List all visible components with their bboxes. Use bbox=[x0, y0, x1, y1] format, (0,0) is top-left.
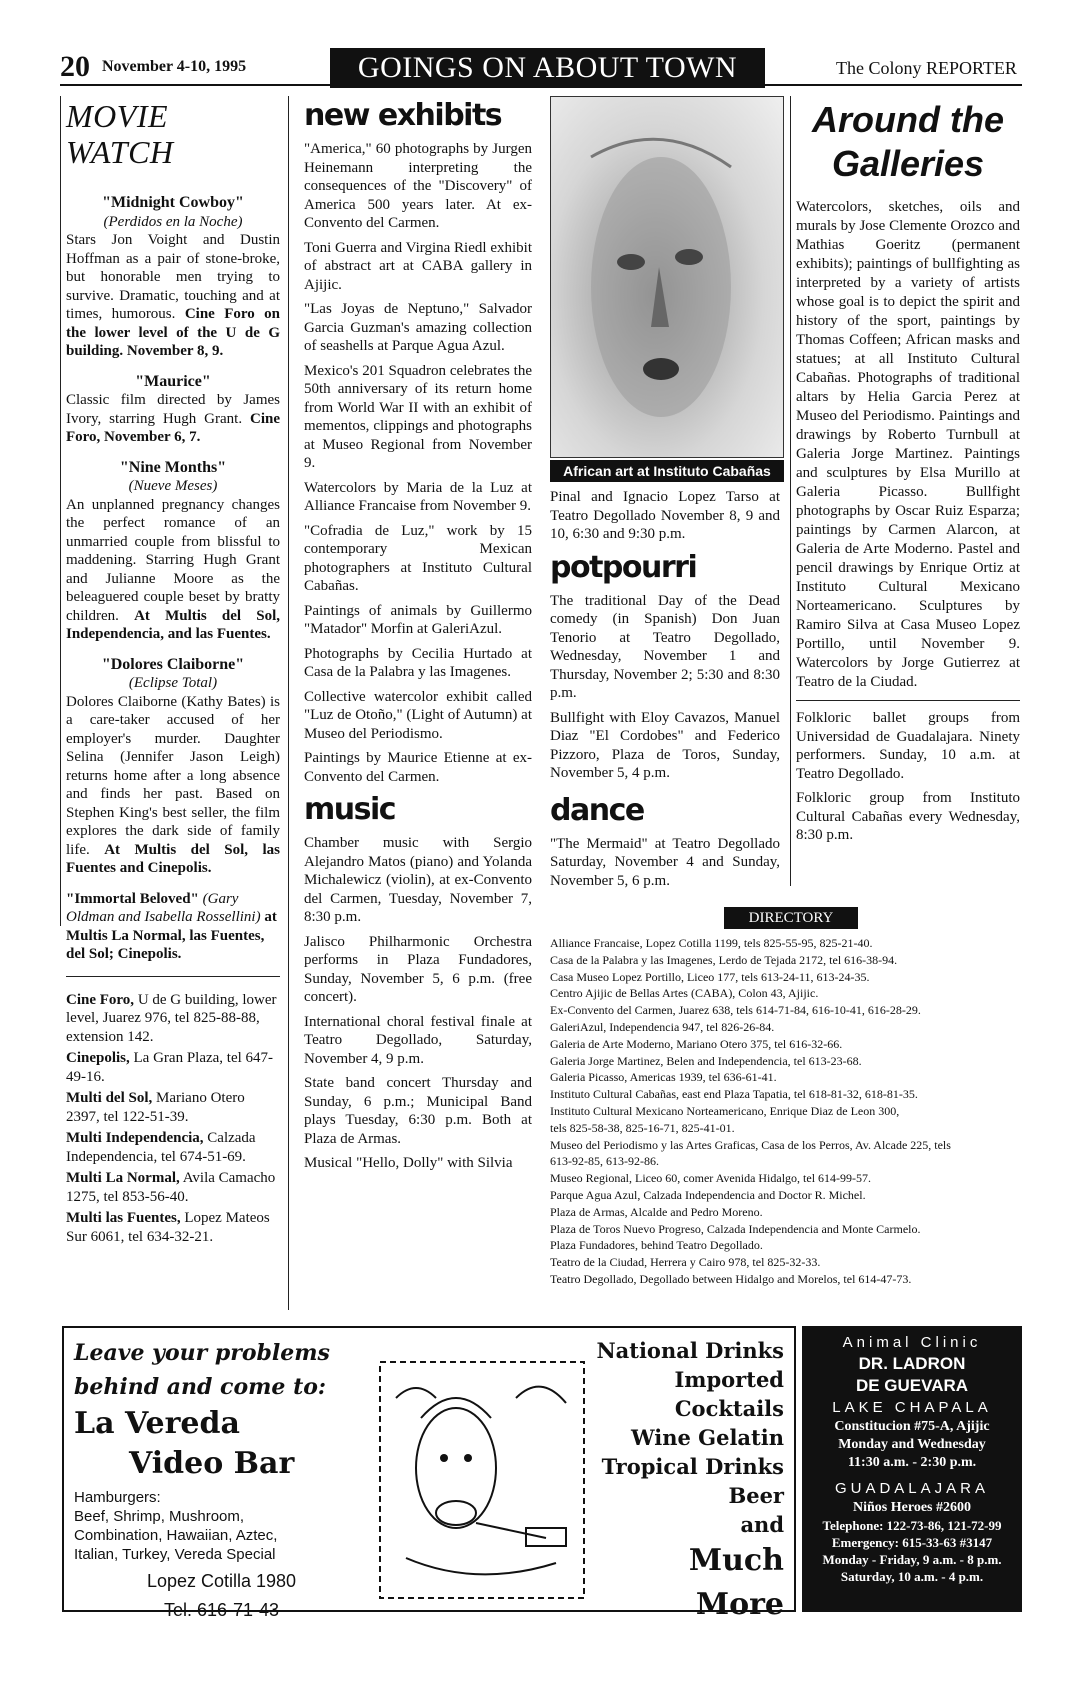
film-desc-text: An unplanned pregnancy changes the perfect romance of an unmarried couple from blissful to maddening. Starring Hugh Grant and Julianne Moore as the beleaguered couple beset by bratty children. bbox=[66, 496, 280, 624]
listing-item: Folkloric ballet groups from Universidad de Guadalajara. Ninety performers. Sunday, 10 a.m. at Teatro Degollado. bbox=[796, 710, 1020, 782]
directory-line: 613-92-85, 613-92-86. bbox=[550, 1154, 659, 1169]
ad-menu-line: Combination, Hawaiian, Aztec, bbox=[74, 1527, 278, 1544]
ad-phone: Tel. 616-71-43 bbox=[163, 1600, 280, 1620]
directory-line: Instituto Cultural Mexicano Norteamericano, Enrique Diaz de Leon 300, bbox=[550, 1103, 900, 1118]
directory-line: Galeria Picasso, Americas 1939, tel 636-61-41. bbox=[550, 1070, 777, 1085]
clinic-doctor: DE GUEVARA bbox=[855, 1376, 969, 1395]
column-rule bbox=[288, 96, 289, 1310]
photo-caption: African art at Instituto Cabañas bbox=[550, 460, 784, 482]
listing-item: Photographs by Cecilia Hurtado at Casa de la Palabra y las Imagenes. bbox=[304, 645, 532, 680]
listing-item: The traditional Day of the Dead comedy (in Spanish) Don Juan Tenorio at Teatro Degollado, Wednesday, November 1 and Thursday, November 2; 5:30 and 8:30 p.m. bbox=[550, 592, 780, 701]
film-spanish-title: (Eclipse Total) bbox=[128, 675, 218, 691]
potpourri-heading: potpourri bbox=[550, 549, 697, 585]
venue-info: Avila Camacho 1275, tel 853-56-40. bbox=[66, 1170, 276, 1205]
clinic-phone: Telephone: 122-73-86, 121-72-99 bbox=[822, 1518, 1002, 1533]
listing-item: Paintings of animals by Guillermo "Matador" Morfin at GaleriAzul. bbox=[304, 602, 532, 637]
film-desc-text: Classic film directed by James Ivory, starring Hugh Grant. bbox=[66, 392, 280, 427]
ad-tagline: Leave your problems bbox=[74, 1340, 330, 1366]
clinic-doctor: DR. LADRON bbox=[858, 1354, 966, 1373]
venue-entry bbox=[66, 1129, 280, 1166]
ad-drink-line: Tropical Drinks bbox=[601, 1454, 784, 1479]
film-desc-text: Dolores Claiborne (Kathy Bates) is a care-taker accused of her employer's murder. Daughter Selina (Jennifer Jason Leigh) returns home after a long absence and finds her past. Based on Stephen King's best seller, the film explores the dark side of family life. bbox=[66, 693, 280, 858]
listing-item: Watercolors by Maria de la Luz at Alliance Francaise from November 9. bbox=[304, 479, 532, 514]
listing-item: State band concert Thursday and Sunday, 6 p.m.; Municipal Band plays Tuesday, 6:30 p.m. Both at Plaza de Armas. bbox=[304, 1075, 532, 1147]
directory-line: Centro Ajijic de Bellas Artes (CABA), Colon 43, Ajijic. bbox=[550, 986, 819, 1001]
animal-clinic-advertisement bbox=[802, 1326, 1022, 1612]
ad-drink-line: National Drinks bbox=[596, 1338, 784, 1363]
galleries-column bbox=[796, 98, 1020, 851]
potpourri-column bbox=[550, 488, 780, 896]
film-description bbox=[66, 231, 280, 361]
clinic-title: Animal Clinic bbox=[842, 1334, 982, 1351]
new-exhibits-heading: new exhibits bbox=[304, 98, 502, 133]
venue-info: Calzada Independencia, tel 674-51-69. bbox=[66, 1130, 256, 1165]
film-entry bbox=[66, 194, 280, 361]
ad-menu-line: Hamburgers: bbox=[74, 1489, 161, 1506]
page-number: 20 bbox=[60, 50, 90, 83]
ad-business-type: Video Bar bbox=[129, 1446, 295, 1481]
venue-name: Multi las Fuentes, bbox=[66, 1210, 181, 1226]
film-entry bbox=[66, 656, 280, 878]
ad-drink-line: Wine Gelatin bbox=[631, 1425, 784, 1450]
directory-line: Casa de la Palabra y las Imagenes, Lerdo de Tejada 2172, tel 616-38-94. bbox=[550, 952, 898, 967]
galleries-text: Watercolors, sketches, oils and murals by Jose Clemente Orozco and Mathias Goeritz (permanent exhibits); paintings of bullfighting as interpreted by a variety of artists whose goal is to depict the spirit and history of the sport, paintings by Thomas Coffeen; African masks and statues; at all Instituto Cultural Cabañas. Photographs of traditional altars by Helia Garcia Perez at Museo del Periodismo. Paintings and drawings by Roberto Turnbull at Galeria Jorge Martinez. Paintings and sculptures by Elsa Murillo at Galeria Picasso. Bullfight photographs by Oscar Ruiz Esparza; paintings by Carmen Alarcon, at Galeria de Arte Moderno. Pastel and pencil drawings by Enrique Ortiz at Instituto Cultural Mexicano Norteamericano. Sculptures by Ramiro Silva at Casa Museo Lopez Portillo, until November 9. Watercolors by Jorge Gutierrez at Teatro de la Ciudad. bbox=[796, 199, 1020, 690]
venue-info: Mariano Otero 2397, tel 122-51-39. bbox=[66, 1090, 245, 1125]
directory-line: Teatro Degollado, Degollado between Hidalgo and Morelos, tel 614-47-73. bbox=[550, 1271, 912, 1286]
listing-item: "The Mermaid" at Teatro Degollado Saturday, November 4 and Sunday, November 5, 6 p.m. bbox=[550, 835, 780, 889]
ad-text-block bbox=[74, 1336, 369, 1622]
section-banner: GOINGS ON ABOUT TOWN bbox=[330, 48, 765, 88]
ad-menu-line: Beef, Shrimp, Mushroom, bbox=[74, 1508, 245, 1525]
ad-address: Lopez Cotilla 1980 bbox=[146, 1571, 297, 1591]
directory-line: Museo del Periodismo y las Artes Graficas, Casa de los Perros, Av. Alcade 225, tels bbox=[550, 1137, 951, 1152]
exhibits-column bbox=[304, 98, 532, 1179]
ad-drink-line: and bbox=[740, 1512, 784, 1537]
directory-line: Parque Agua Azul, Calzada Independencia and Doctor R. Michel. bbox=[550, 1187, 866, 1202]
ad-much-more: Much More bbox=[688, 1543, 784, 1622]
ad-menu-line: Italian, Turkey, Vereda Special bbox=[74, 1546, 276, 1563]
film-title: "Dolores Claiborne" bbox=[101, 655, 245, 673]
directory-line: Plaza de Toros Nuevo Progreso, Calzada Independencia and Monte Carmelo. bbox=[550, 1221, 921, 1236]
film-description bbox=[66, 496, 280, 644]
directory-line: Alliance Francaise, Lopez Cotilla 1199, tels 825-55-95, 825-21-40. bbox=[550, 936, 873, 950]
film-title: "Maurice" bbox=[135, 372, 211, 390]
directory-list bbox=[550, 935, 1020, 1288]
clinic-hours: 11:30 a.m. - 2:30 p.m. bbox=[847, 1455, 977, 1470]
clinic-address: Niños Heroes #2600 bbox=[853, 1500, 971, 1515]
mask-illustration bbox=[551, 97, 784, 458]
listing-item: Pinal and Ignacio Lopez Tarso at Teatro Degollado November 8, 9 and 10, 6:30 and 9:30 p.m. bbox=[550, 489, 780, 542]
listing-item: Folkloric group from Instituto Cultural Cabañas every Wednesday, 8:30 p.m. bbox=[796, 790, 1020, 843]
film-entry bbox=[66, 459, 280, 644]
film-venue: Cine Foro, November 6, 7. bbox=[66, 410, 280, 445]
clinic-address: Constitucion #75-A, Ajijic bbox=[834, 1419, 990, 1434]
film-title: "Nine Months" bbox=[119, 458, 227, 476]
film-cast: (Gary Oldman and Isabella Rossellini) bbox=[66, 890, 261, 925]
film-venue: Cine Foro on the lower level of the U de G building. November 8, 9. bbox=[66, 306, 281, 359]
paper-name: The Colony REPORTER bbox=[836, 58, 1017, 78]
ad-menu-list bbox=[74, 1488, 369, 1564]
film-venue: at Multis La Normal, las Fuentes, del Sol; Cinepolis. bbox=[66, 909, 277, 962]
listing-item: "Cofradia de Luz," work by 15 contemporary Mexican photographers at Instituto Cultural Cabañas. bbox=[304, 522, 532, 594]
film-description bbox=[66, 693, 280, 878]
venue-info: U de G building, lower level, Juarez 976, tel 825-88-88, extension 142. bbox=[66, 991, 277, 1045]
venue-entry bbox=[66, 1169, 280, 1206]
dance-heading: dance bbox=[550, 792, 644, 828]
venue-name: Multi La Normal, bbox=[66, 1170, 180, 1186]
venue-name: Cine Foro, bbox=[66, 991, 135, 1008]
clinic-hours: Monday - Friday, 9 a.m. - 8 p.m. bbox=[822, 1552, 1002, 1567]
venue-entry bbox=[66, 1049, 280, 1086]
listing-item: International choral festival finale at Teatro Degollado, Saturday, November 4, 9 p.m. bbox=[304, 1013, 532, 1067]
film-desc-text: Stars Jon Voight and Dustin Hoffman as a pair of stone-broke, but honorable men trying to survive. Dramatic, touching and at times, humorous. bbox=[66, 232, 280, 322]
directory-label: DIRECTORY bbox=[724, 907, 858, 929]
clinic-location: GUADALAJARA bbox=[834, 1480, 990, 1497]
film-title: "Immortal Beloved" bbox=[66, 890, 199, 907]
ad-drink-line: Cocktails bbox=[674, 1396, 784, 1421]
directory-line: Museo Regional, Liceo 60, comer Avenida Hidalgo, tel 614-99-57. bbox=[550, 1171, 872, 1186]
issue-date: November 4-10, 1995 bbox=[102, 58, 247, 75]
column-rule bbox=[60, 96, 61, 926]
film-venue: At Multis del Sol, las Fuentes and Cinepolis. bbox=[66, 841, 280, 876]
film-venue: At Multis del Sol, Independencia, and las Fuentes. bbox=[66, 607, 280, 642]
directory-line: Galeria de Arte Moderno, Mariano Otero 375, tel 616-32-66. bbox=[550, 1036, 843, 1051]
cow-cartoon-illustration bbox=[376, 1358, 588, 1602]
listing-item: Bullfight with Eloy Cavazos, Manuel Diaz "El Cordobes" and Federico Pizzoro, Plaza de Toros, Sunday, November 5, 4 p.m. bbox=[550, 709, 780, 781]
film-entry bbox=[66, 890, 280, 964]
ad-drink-line: Beer bbox=[728, 1483, 784, 1508]
film-entry bbox=[66, 373, 280, 447]
listing-item: Toni Guerra and Virgina Riedl exhibit of abstract art at CABA gallery in Ajijic. bbox=[304, 239, 532, 293]
venue-entry bbox=[66, 991, 280, 1047]
listing-item: Musical "Hello, Dolly" with Silvia bbox=[304, 1155, 513, 1171]
venue-entry bbox=[66, 1209, 280, 1246]
movie-watch-column bbox=[66, 98, 280, 1249]
column-rule bbox=[790, 96, 791, 886]
listing-item: Jalisco Philharmonic Orchestra performs in Plaza Fundadores, Sunday, November 5, 6 p.m. (free concert). bbox=[304, 933, 532, 1005]
la-vereda-advertisement bbox=[62, 1326, 796, 1622]
galleries-title: Around the Galleries bbox=[812, 99, 1004, 184]
listing-item: Collective watercolor exhibit called "Luz de Otoño," (Light of Autumn) at Museo del Periodismo. bbox=[304, 688, 532, 742]
film-spanish-title: (Perdidos en la Noche) bbox=[103, 213, 243, 230]
directory-line: Ex-Convento del Carmen, Juarez 638, tels 614-71-84, 616-10-41, 616-28-29. bbox=[550, 1003, 921, 1018]
venue-info: Lopez Mateos Sur 6061, tel 634-32-21. bbox=[66, 1210, 270, 1245]
ad-tagline: behind and come to: bbox=[74, 1374, 327, 1400]
venue-name: Multi del Sol, bbox=[66, 1090, 153, 1106]
ad-drinks-list bbox=[594, 1336, 784, 1627]
music-heading: music bbox=[304, 792, 396, 827]
film-description bbox=[66, 391, 280, 447]
venue-entry bbox=[66, 1089, 280, 1126]
header-rule bbox=[60, 84, 1022, 86]
venue-name: Multi Independencia, bbox=[66, 1130, 204, 1146]
film-title: "Midnight Cowboy" bbox=[102, 194, 244, 211]
directory-line: GaleriAzul, Independencia 947, tel 826-26-84. bbox=[550, 1019, 775, 1034]
clinic-hours: Saturday, 10 a.m. - 4 p.m. bbox=[840, 1569, 984, 1584]
cinema-venue-list bbox=[66, 991, 280, 1247]
clinic-days: Monday and Wednesday bbox=[838, 1437, 986, 1452]
film-spanish-title: (Nueve Meses) bbox=[128, 478, 218, 494]
listing-item: "America," 60 photographs by Jurgen Heinemann interpreting the consequences of the "Discovery" of America 500 years later. At ex-Convento del Carmen. bbox=[304, 141, 532, 231]
ad-business-name: La Vereda bbox=[74, 1406, 240, 1441]
listing-item: Chamber music with Sergio Alejandro Matos (piano) and Yolanda Michalewicz (violin), at ex-Convento del Carmen, Tuesday, November 7, 8:30 p.m. bbox=[304, 835, 532, 925]
directory-line: Casa Museo Lopez Portillo, Liceo 177, tels 613-24-11, 613-24-35. bbox=[550, 969, 870, 984]
clinic-location: LAKE CHAPALA bbox=[832, 1399, 992, 1416]
movie-watch-title: MOVIE WATCH bbox=[66, 98, 174, 170]
directory-line: Instituto Cultural Cabañas, east end Plaza Tapatia, tel 618-81-32, 618-81-35. bbox=[550, 1087, 918, 1102]
directory-line: Plaza de Armas, Alcalde and Pedro Moreno. bbox=[550, 1204, 763, 1219]
listing-item: "Las Joyas de Neptuno," Salvador Garcia Guzman's amazing collection of seashells at Parque Agua Azul. bbox=[304, 301, 532, 354]
venue-info: La Gran Plaza, tel 647-49-16. bbox=[66, 1050, 274, 1085]
african-mask-photo bbox=[550, 96, 784, 458]
directory-line: Galeria Jorge Martinez, Belen and Independencia, tel 613-23-68. bbox=[550, 1053, 862, 1068]
ad-drink-line: Imported bbox=[674, 1367, 784, 1392]
directory-line: Plaza Fundadores, behind Teatro Degollado. bbox=[550, 1238, 763, 1253]
divider bbox=[796, 700, 1020, 701]
directory-line: tels 825-58-38, 825-16-71, 825-41-01. bbox=[550, 1120, 735, 1135]
divider bbox=[66, 976, 280, 977]
directory-line: Teatro de la Ciudad, Herrera y Cairo 978, tel 825-32-33. bbox=[550, 1255, 821, 1270]
listing-item: Paintings by Maurice Etienne at ex-Convento del Carmen. bbox=[304, 750, 532, 785]
clinic-emergency: Emergency: 615-33-63 #3147 bbox=[831, 1535, 993, 1550]
listing-item: Mexico's 201 Squadron celebrates the 50th anniversary of its return home from World War II with an exhibit of mementos, clippings and photographs at Museo Regional from November 9. bbox=[304, 362, 532, 471]
venue-name: Cinepolis, bbox=[66, 1050, 130, 1066]
